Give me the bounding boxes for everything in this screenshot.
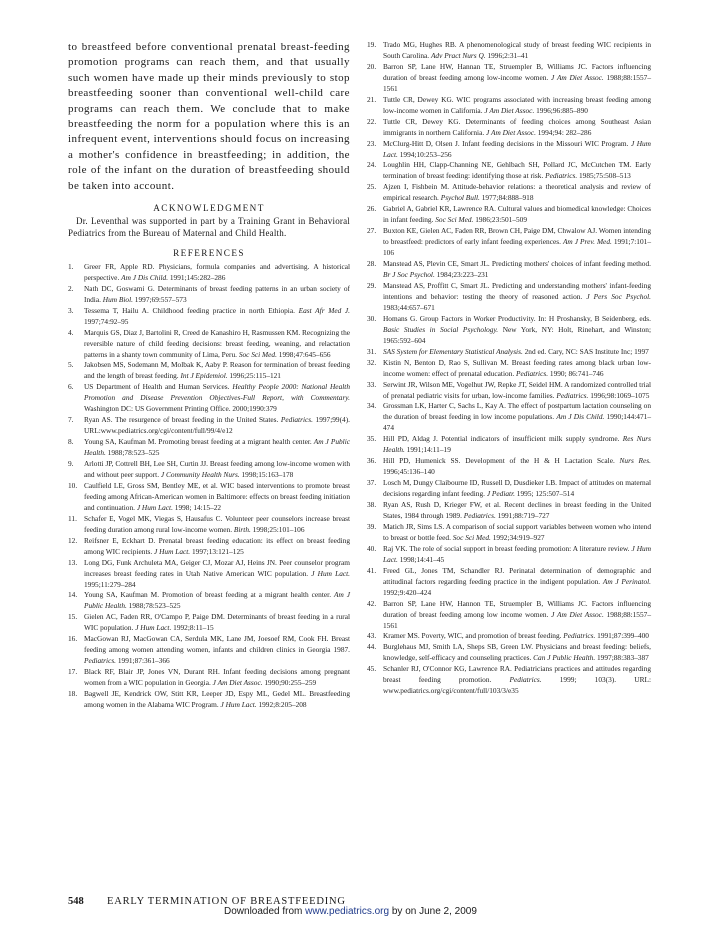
reference-item bbox=[367, 522, 651, 544]
reference-details: 1991;145:282–286 bbox=[168, 272, 226, 282]
reference-details: 1992;8:11–15 bbox=[171, 623, 214, 633]
reference-details: 1990;90:255–259 bbox=[262, 678, 317, 688]
reference-number: 35. bbox=[367, 434, 377, 444]
reference-citation: Marquis GS, Diaz J, Bartolini R, Creed de Kanashiro H, Rasmussen KM. Recognizing the reversible nature of child feeding decisions: breast feeding, weaning, and relactation patterns in a shanty town community of Lima, Peru. bbox=[84, 327, 350, 359]
reference-journal: J Hum Lact. bbox=[311, 568, 351, 578]
reference-details: 1988;88:1557–1561 bbox=[383, 72, 651, 93]
acknowledgment-heading: ACKNOWLEDGMENT bbox=[153, 203, 265, 214]
reference-number: 43. bbox=[367, 631, 377, 641]
reference-number: 45. bbox=[367, 664, 377, 674]
reference-journal: Br J Soc Psychol. bbox=[383, 270, 435, 280]
reference-citation: Trado MG, Hughes RB. A phenomenological study of breast feeding WIC recipients in South Carolina. bbox=[383, 40, 651, 60]
page-number: 548 bbox=[68, 896, 84, 907]
reference-journal: Pediatrics. bbox=[545, 171, 578, 181]
reference-journal: J Hum Lact. bbox=[136, 502, 173, 512]
reference-details: 1992;34:919–927 bbox=[490, 532, 545, 542]
reference-number: 1. bbox=[68, 261, 74, 271]
reference-item bbox=[367, 599, 651, 632]
reference-journal: Psychol Bull. bbox=[440, 193, 480, 203]
reference-details: 1995;11:279–284 bbox=[84, 579, 136, 589]
reference-item bbox=[367, 401, 651, 434]
reference-item bbox=[367, 566, 651, 599]
reference-citation: Tuttle CR, Dewey KG. Determinants of feeding choices among Southeast Asian immigrants in northern California. bbox=[383, 116, 651, 137]
reference-details: 1997;88:383–387 bbox=[595, 653, 649, 663]
reference-citation: Arlotti JP, Cottrell BH, Lee SH, Curtin JJ. Breast feeding among low-income women with and without peer support. bbox=[84, 459, 350, 479]
reference-details: 1986;23:501–509 bbox=[473, 215, 528, 225]
reference-details: 1996;98:1069–1075 bbox=[588, 390, 650, 400]
reference-item bbox=[68, 514, 350, 536]
reference-number: 42. bbox=[367, 598, 377, 608]
reference-number: 8. bbox=[68, 437, 74, 447]
reference-number: 19. bbox=[367, 40, 377, 49]
reference-number: 25. bbox=[367, 182, 377, 192]
reference-citation: Burglehaus MJ, Smith LA, Sheps SB, Green LW. Physicians and breast feeding: beliefs, knowledge, self-efficacy and counseling practices. bbox=[383, 642, 651, 663]
reference-citation: Loughlin HH, Clapp-Channing NE, Gehlbach SH, Pollard JC, McCutchen TM. Early termination of breast feeding: identifying those at risk. bbox=[383, 160, 651, 181]
reference-citation: Schafer E, Vogel MK, Viegas S, Hausafus C. Volunteer peer counselors increase breast feeding duration among rural low-income women. bbox=[84, 513, 350, 534]
reference-details: 1996;45:136–140 bbox=[383, 467, 435, 477]
reference-details: 1991;88:719–727 bbox=[495, 510, 550, 520]
reference-number: 2. bbox=[68, 283, 74, 293]
reference-journal: Pediatrics. bbox=[563, 631, 596, 641]
reference-details: 1988;78:523–525 bbox=[126, 601, 181, 611]
reference-item bbox=[367, 259, 651, 281]
reference-citation: Young SA, Kaufman M. Promotion of breast feeding at a migrant health center. bbox=[84, 590, 334, 600]
reference-item bbox=[68, 284, 350, 306]
reference-citation: Black RF, Blair JP, Jones VN, Durant RH. Infant feeding decisions among pregnant women from a WIC population in Georgia. bbox=[84, 667, 350, 688]
reference-journal: Int J Epidemiol. bbox=[180, 371, 228, 381]
reference-number: 41. bbox=[367, 565, 377, 575]
reference-journal: Basic Studies in Social Psychology. bbox=[383, 324, 499, 334]
reference-journal: Nurs Res. bbox=[619, 456, 651, 466]
reference-item bbox=[367, 434, 651, 456]
reference-citation: US Department of Health and Human Services. bbox=[84, 382, 233, 392]
reference-number: 30. bbox=[367, 313, 377, 323]
reference-number: 10. bbox=[68, 480, 78, 490]
reference-citation: Matich JR, Sims LS. A comparison of social support variables between women who intend to breast or bottle feed. bbox=[383, 521, 651, 542]
reference-citation: Nath DC, Goswami G. Determinants of breast feeding patterns in an urban society of India. bbox=[84, 283, 350, 304]
acknowledgment-text: Dr. Leventhal was supported in part by a Training Grant in Behavioral Pediatrics from the Bureau of Maternal and Child Health. bbox=[68, 216, 350, 239]
reference-journal: J Pediatr. bbox=[486, 489, 515, 499]
reference-details: 1998;14:41–45 bbox=[397, 554, 445, 564]
reference-journal: Soc Sci Med. bbox=[452, 532, 491, 542]
reference-number: 39. bbox=[367, 521, 377, 531]
reference-number: 28. bbox=[367, 259, 377, 269]
reference-item bbox=[367, 642, 651, 664]
reference-citation: McClurg-Hitt D, Olsen J. Infant feeding decisions in the Missouri WIC Program. bbox=[383, 138, 631, 148]
reference-journal: J Community Health Nurs. bbox=[160, 469, 240, 479]
reference-details: 1997;74:92–95 bbox=[84, 316, 129, 326]
reference-details: 1996;2:31–41 bbox=[485, 50, 529, 60]
reference-item bbox=[367, 62, 651, 95]
reference-details: 1992;8:205–208 bbox=[256, 700, 307, 709]
reference-details: 1994;10:253–256 bbox=[397, 149, 452, 159]
reference-journal: Pediatrics. bbox=[84, 656, 117, 666]
conclusion-paragraph: to breastfeed before conventional prenatal breast-feeding promotion programs can reach them, and that usually such women have made up their minds previously to stop breastfeeding sooner than conventional well-child care programs can reach them. We conclude that to make breastfeeding the norm for a population where this is an infrequent event, interventions should focus on increasing a mother's confidence in breastfeeding; in addition, the role of the infant on the duration of breastfeeding should be taken into account. bbox=[68, 41, 350, 192]
reference-journal: J Am Diet Assoc. bbox=[551, 72, 604, 82]
reference-item bbox=[68, 328, 350, 361]
reference-citation: Buxton KE, Gielen AC, Faden RR, Brown CH, Paige DM, Chwalow AJ. Women intending to breastfeed: predictors of early infant feeding experiences. bbox=[383, 226, 651, 247]
reference-citation: Reifsner E, Eckhart D. Prenatal breast feeding education: its effect on breast feeding among WIC recipients. bbox=[84, 535, 350, 556]
reference-details: 1997;99(4). URL:www.pediatrics.org/cgi/content/full/99/4/e12 bbox=[84, 415, 350, 436]
reference-details: New York, NY: Holt, Rinehart, and Winston; 1965:592–604 bbox=[383, 324, 651, 345]
reference-citation: Tessema T, Hailu A. Childhood feeding practice in north Ethiopia. bbox=[84, 305, 299, 315]
reference-citation: Gielen AC, Faden RR, O'Campo P, Paige DM. Determinants of breast feeding in a rural WIC population. bbox=[84, 612, 350, 633]
reference-journal: Am J Perinatol. bbox=[602, 576, 651, 586]
reference-number: 31. bbox=[367, 346, 377, 356]
reference-journal: J Am Diet Assoc. bbox=[212, 678, 263, 688]
reference-details: 1984;23:223–231 bbox=[434, 270, 489, 280]
reference-item bbox=[367, 160, 651, 182]
reference-item bbox=[68, 382, 350, 415]
reference-item bbox=[367, 478, 651, 500]
reference-number: 15. bbox=[68, 612, 78, 622]
download-prefix: Downloaded from bbox=[224, 906, 306, 917]
reference-citation: Young SA, Kaufman M. Promoting breast feeding at a migrant health center. bbox=[84, 437, 314, 447]
reference-journal: Hum Biol. bbox=[102, 294, 133, 304]
reference-number: 9. bbox=[68, 459, 74, 469]
reference-number: 17. bbox=[68, 667, 78, 677]
reference-citation: Ryan AS, Rush D, Krieger FW, et al. Recent declines in breast feeding in the United States, 1984 through 1989. bbox=[383, 500, 651, 520]
reference-citation: Losch M, Dungy Claibourne ID, Russell D, Dusdieker LB. Impact of attitudes on maternal decisions regarding infant feeding. bbox=[383, 478, 651, 499]
reference-number: 26. bbox=[367, 204, 377, 214]
reference-citation: Ajzen I, Fishbein M. Attitude-behavior relations: a theoretical analysis and review of empirical research. bbox=[383, 182, 651, 203]
reference-item bbox=[68, 360, 350, 382]
reference-details: 1990; 86:741–746 bbox=[548, 368, 604, 378]
download-suffix: by on June 2, 2009 bbox=[389, 906, 477, 917]
reference-details: 1995; 125:507–514 bbox=[514, 489, 575, 499]
reference-details: 1997;69:557–573 bbox=[132, 294, 187, 304]
reference-details: Washington DC: US Government Printing Office. 2000;1990:379 bbox=[84, 404, 277, 414]
reference-journal: Soc Sci Med. bbox=[238, 349, 277, 359]
reference-item bbox=[68, 536, 350, 558]
reference-citation: Long DG, Funk Archuleta MA, Geiger CJ, Mozar AJ, Heins JN. Peer counselor program increases breast feeding rates in Utah Native American WIC population. bbox=[84, 557, 350, 578]
reference-citation: Caulfield LE, Gross SM, Bentley ME, et al. WIC based interventions to promote breast feeding among African-American women in Baltimore: effects on breast feeding initiation and continuation. bbox=[84, 480, 350, 512]
reference-item bbox=[367, 40, 651, 62]
references-heading: REFERENCES bbox=[173, 247, 245, 258]
reference-list-right bbox=[367, 40, 651, 697]
reference-number: 11. bbox=[68, 513, 77, 523]
reference-citation: Kistin N, Benton D, Rao S, Sullivan M. Breast feeding rates among black urban low-income women: effect of prenatal education. bbox=[383, 357, 651, 378]
reference-citation: Homans G. Group Factors in Worker Productivity. In: H Proshansky, B Seidenberg, eds. bbox=[383, 313, 651, 323]
reference-item bbox=[68, 667, 350, 689]
reference-citation: Greer FR, Apple RD. Physicians, formula companies and advertising. A historical perspective. bbox=[84, 261, 350, 282]
reference-journal: Healthy People 2000: National Health Promotion and Disease Prevention Objectives-Full Report, with Commentary. bbox=[84, 382, 350, 403]
reference-item bbox=[68, 415, 350, 437]
reference-item bbox=[68, 590, 350, 612]
reference-journal: SAS System for Elementary Statistical Analysis. bbox=[383, 346, 523, 356]
reference-journal: Am J Public Health. bbox=[84, 590, 350, 611]
reference-citation: Grossman LK, Harter C, Sachs L, Kay A. The effect of postpartum lactation counseling on the duration of breast feeding in low income populations. bbox=[383, 401, 651, 422]
reference-number: 32. bbox=[367, 357, 377, 367]
reference-item bbox=[367, 281, 651, 314]
reference-journal: Can J Public Health. bbox=[533, 653, 596, 663]
reference-journal: J Am Diet Assoc. bbox=[551, 609, 604, 619]
reference-details: 1996;25:115–121 bbox=[227, 371, 281, 381]
reference-journal: J Hum Lact. bbox=[135, 623, 172, 633]
reference-number: 13. bbox=[68, 557, 78, 567]
reference-journal: Pediatrics. bbox=[280, 415, 313, 425]
reference-journal: Res Nurs Health. bbox=[383, 434, 651, 455]
reference-number: 5. bbox=[68, 360, 74, 370]
reference-item bbox=[367, 314, 651, 347]
reference-item bbox=[367, 380, 651, 402]
reference-citation: Gabriel A, Gabriel KR, Lawrence RA. Cultural values and biomedical knowledge: Choices in infant feeding. bbox=[383, 204, 651, 225]
reference-item bbox=[68, 306, 350, 328]
reference-details: 1994;94: 282–286 bbox=[535, 127, 592, 137]
reference-item bbox=[68, 481, 350, 514]
reference-item bbox=[68, 437, 350, 459]
reference-citation: Hill PD, Aldag J. Potential indicators of insufficient milk supply syndrome. bbox=[383, 434, 623, 444]
reference-number: 12. bbox=[68, 535, 78, 545]
reference-citation: Schanler RJ, O'Connor KG, Lawrence RA. Pediatricians practices and attitudes regarding breast feeding promotion. bbox=[383, 664, 651, 685]
reference-details: 1998;25:101–106 bbox=[250, 524, 305, 534]
reference-details: 2nd ed. Cary, NC: SAS Institute Inc; 1997 bbox=[522, 346, 649, 356]
reference-journal: J Am Diet Assoc. bbox=[486, 127, 536, 137]
reference-citation: Ryan AS. The resurgence of breast feeding in the United States. bbox=[84, 415, 281, 425]
reference-number: 18. bbox=[68, 689, 78, 699]
reference-item bbox=[367, 204, 651, 226]
reference-details: 1999; 103(3). URL: www.pediatrics.org/cgi/content/full/103/3/e35 bbox=[383, 675, 651, 696]
reference-details: 1992;9:420–424 bbox=[383, 587, 432, 597]
reference-item bbox=[68, 689, 350, 711]
reference-item bbox=[367, 182, 651, 204]
reference-number: 34. bbox=[367, 401, 377, 411]
reference-citation: Barron SP, Lane HW, Hannan TE, Struempler B, Williams JC. Factors influencing duration of breast feeding among low-income women. bbox=[383, 61, 651, 82]
reference-citation: Jakobsen MS, Sodemann M, Molbak K, Aaby P. Reason for termination of breast feeding and the length of breast feeding. bbox=[84, 360, 350, 381]
reference-details: 1977;84:888–918 bbox=[479, 193, 534, 203]
reference-number: 20. bbox=[367, 61, 377, 71]
reference-journal: Am J Dis Child. bbox=[121, 272, 169, 282]
reference-number: 23. bbox=[367, 138, 377, 148]
reference-item bbox=[367, 358, 651, 380]
reference-item bbox=[367, 347, 651, 358]
reference-item bbox=[367, 631, 651, 642]
reference-number: 4. bbox=[68, 327, 74, 337]
reference-citation: Hill PD, Humenick SS. Development of the H & H Lactation Scale. bbox=[383, 456, 620, 466]
download-note bbox=[224, 906, 477, 917]
reference-citation: Kramer MS. Poverty, WIC, and promotion of breast feeding. bbox=[383, 631, 564, 641]
reference-details: 1996;96:885–890 bbox=[534, 105, 588, 115]
reference-item bbox=[367, 664, 651, 697]
reference-item bbox=[367, 500, 651, 522]
reference-citation: Manstead AS, Proffitt C, Smart JL. Predicting and understanding mothers' infant-feeding intentions and behavior: testing the theory of reasoned action. bbox=[383, 280, 651, 301]
reference-number: 14. bbox=[68, 590, 78, 600]
reference-journal: Am J Public Health. bbox=[84, 437, 350, 458]
reference-list-left bbox=[68, 262, 350, 711]
reference-journal: Am J Prev. Med. bbox=[562, 237, 612, 247]
reference-number: 29. bbox=[367, 280, 377, 290]
reference-journal: East Afr Med J. bbox=[298, 305, 350, 315]
reference-item bbox=[367, 117, 651, 139]
reference-number: 44. bbox=[367, 642, 377, 652]
reference-details: 1991;7:101–106 bbox=[383, 237, 651, 258]
reference-citation: Barron SP, Lane HW, Hannon TE, Struempler B, Williams JC. Factors influencing duration of breast feeding among low income women. bbox=[383, 598, 651, 619]
reference-details: 1998;47:645–656 bbox=[276, 349, 331, 359]
reference-journal: Pediatrics. bbox=[556, 390, 589, 400]
reference-journal: Pediatrics. bbox=[463, 510, 496, 520]
reference-journal: Pediatrics. bbox=[516, 368, 549, 378]
reference-number: 40. bbox=[367, 543, 377, 553]
reference-number: 6. bbox=[68, 382, 74, 392]
reference-number: 7. bbox=[68, 415, 74, 425]
reference-journal: Adv Pract Nurs Q. bbox=[430, 50, 486, 60]
reference-item bbox=[367, 139, 651, 161]
reference-details: 1985;75:508–513 bbox=[577, 171, 631, 181]
reference-number: 24. bbox=[367, 160, 377, 170]
reference-journal: Am J Dis Child. bbox=[556, 412, 605, 422]
reference-item bbox=[367, 95, 651, 117]
reference-journal: Pediatrics. bbox=[509, 675, 542, 685]
reference-details: 1988;88:1557–1561 bbox=[383, 609, 651, 630]
reference-citation: Raj VK. The role of social support in breast feeding promotion: A literature review. bbox=[383, 543, 632, 553]
reference-journal: J Hum Lact. bbox=[383, 543, 652, 564]
reference-item bbox=[68, 262, 350, 284]
reference-number: 38. bbox=[367, 500, 377, 510]
reference-details: 1990;144:471–474 bbox=[383, 412, 651, 433]
reference-details: 1991;87:399–400 bbox=[595, 631, 649, 641]
reference-details: 1983;44:657–671 bbox=[383, 302, 435, 312]
reference-details: 1997;13:121–125 bbox=[190, 546, 244, 556]
reference-journal: J Hum Lact. bbox=[154, 546, 191, 556]
reference-citation: Tuttle CR, Dewey KG. WIC programs associated with increasing breast feeding among low-income women in California. bbox=[383, 94, 651, 115]
left-column bbox=[68, 40, 350, 711]
reference-item bbox=[367, 226, 651, 259]
reference-number: 33. bbox=[367, 379, 377, 389]
page-footer bbox=[68, 896, 668, 926]
reference-item bbox=[367, 456, 651, 478]
reference-citation: Freed GL, Jones TM, Schandler RJ. Perinatal determination of demographic and attitudinal factors regarding feeding practice in the indigent population. bbox=[383, 565, 651, 586]
reference-details: 1991;14:11–19 bbox=[404, 445, 451, 455]
reference-journal: Birth. bbox=[233, 524, 251, 534]
running-head: EARLY TERMINATION OF BREASTFEEDING bbox=[107, 896, 346, 907]
reference-journal: J Am Diet Assoc. bbox=[484, 105, 535, 115]
download-link[interactable]: www.pediatrics.org bbox=[305, 906, 390, 917]
reference-citation: MacGowan RJ, MacGowan CA, Serdula MK, Lane JM, Joesoef RM, Cook FH. Breast feeding among women attending women, infants and children clinics in Georgia 1987. bbox=[84, 634, 350, 655]
reference-journal: J Pers Soc Psychol. bbox=[586, 291, 651, 301]
reference-journal: J Hum Lact. bbox=[383, 138, 651, 159]
reference-item bbox=[68, 459, 350, 481]
reference-citation: Manstead AS, Plevin CE, Smart JL. Predicting mothers' choices of infant feeding method. bbox=[383, 259, 651, 269]
reference-journal: J Hum Lact. bbox=[220, 700, 257, 709]
reference-citation: Bagwell JE, Kendrick OW, Stitt KR, Leeper JD, Espy ML, Gedel ML. Breastfeeding among women in the Alabama WIC Program. bbox=[84, 689, 350, 709]
reference-item bbox=[68, 634, 350, 667]
reference-number: 36. bbox=[367, 456, 377, 466]
reference-item bbox=[367, 544, 651, 566]
reference-number: 16. bbox=[68, 634, 78, 644]
reference-details: 1998; 14:15–22 bbox=[172, 502, 222, 512]
reference-number: 22. bbox=[367, 116, 377, 126]
reference-number: 3. bbox=[68, 305, 74, 315]
reference-details: 1988;78:523–525 bbox=[105, 448, 160, 458]
reference-details: 1998;15:163–178 bbox=[239, 469, 294, 479]
reference-item bbox=[68, 612, 350, 634]
reference-item bbox=[68, 558, 350, 591]
reference-details: 1991;87:361–366 bbox=[116, 656, 170, 666]
reference-number: 21. bbox=[367, 94, 377, 104]
reference-citation: Serwint JR, Wilson ME, Vogelhut JW, Repke JT, Seidel HM. A randomized controlled trial of prenatal pediatric visits for urban, low-income families. bbox=[383, 379, 651, 400]
right-column bbox=[367, 40, 651, 697]
reference-number: 37. bbox=[367, 478, 377, 488]
reference-number: 27. bbox=[367, 226, 377, 236]
reference-journal: Soc Sci Med. bbox=[435, 215, 474, 225]
